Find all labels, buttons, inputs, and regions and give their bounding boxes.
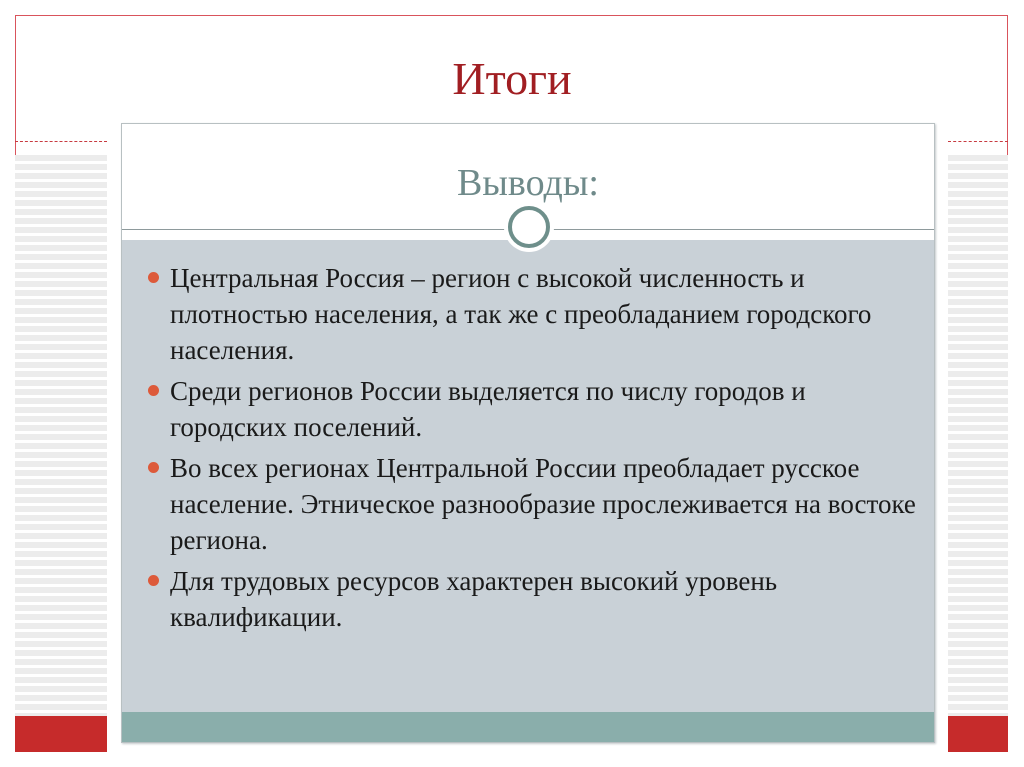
card-body <box>122 240 934 712</box>
divider-left <box>15 141 107 142</box>
circle-ornament-icon <box>508 206 550 248</box>
divider-right <box>948 141 1008 142</box>
list-item <box>146 563 916 635</box>
list-item <box>146 260 916 368</box>
red-block-left <box>15 716 107 752</box>
bullet-icon <box>148 272 159 283</box>
stripes-right <box>948 155 1008 716</box>
card-subtitle: Выводы: <box>457 162 599 204</box>
bullet-text: Центральная Россия – регион с высокой численность и плотностью населения, а так же с преобладанием городского населения. <box>170 263 872 365</box>
card-footer-bar <box>122 712 934 742</box>
bullet-icon <box>148 385 159 396</box>
bullet-text: Среди регионов России выделяется по числу городов и городских поселений. <box>170 376 806 442</box>
red-block-right <box>948 716 1008 752</box>
stripes-left <box>15 155 107 716</box>
slide-title: Итоги <box>452 53 572 104</box>
bullet-icon <box>148 462 159 473</box>
bullet-text: Во всех регионах Центральной России преобладает русское население. Этническое разнообразие прослеживается на востоке региона. <box>170 453 916 555</box>
content-card <box>121 123 935 743</box>
bullet-icon <box>148 575 159 586</box>
bullet-text: Для трудовых ресурсов характерен высокий уровень квалификации. <box>170 566 778 632</box>
list-item <box>146 373 916 445</box>
bullet-list <box>146 260 916 640</box>
list-item <box>146 450 916 558</box>
